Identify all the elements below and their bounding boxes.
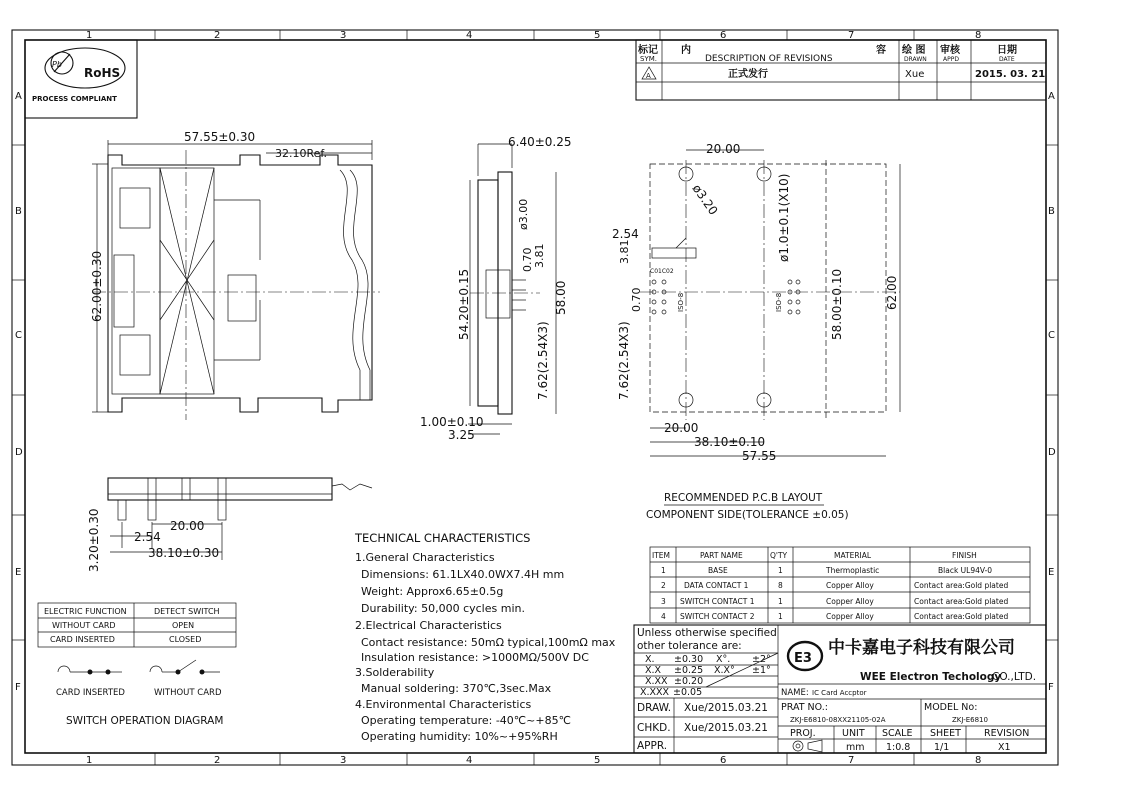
bom-r3-part: SWITCH CONTACT 1: [680, 597, 755, 606]
signoff-appr-label: APPR.: [637, 740, 668, 752]
tb-h-rev: REVISION: [984, 728, 1030, 739]
title-block: [634, 625, 1046, 753]
zone-left-a: A: [15, 91, 22, 102]
tb-h-scale: SCALE: [882, 728, 913, 739]
switch-r1-state: WITHOUT CARD: [52, 621, 116, 630]
pcb-iso-left: ISO-8: [677, 292, 685, 312]
zone-left-e: E: [15, 567, 22, 578]
pcb-iso-right: ISO-8: [775, 292, 783, 312]
rev-row-drawn: Xue: [905, 69, 925, 80]
zone-bottom-8: 8: [975, 755, 982, 766]
dim-pcb-d320: ø3.20: [689, 181, 721, 218]
switch-r2-value: CLOSED: [169, 635, 202, 644]
dim-bot-3810: 38.10±0.30: [148, 546, 220, 560]
tol-r1-v: ±0.30: [674, 654, 704, 665]
zone-left-b: B: [15, 206, 22, 217]
bom-h-part: PART NAME: [700, 551, 743, 560]
tech-line-8: 3.Solderability: [355, 666, 435, 679]
tb-part-value: ZKJ-E6810-08XX21105-02A: [790, 716, 886, 724]
dim-pcb-2000-top: 20.00: [706, 142, 741, 156]
tech-line-4: Durability: 50,000 cycles min.: [361, 602, 525, 615]
tol-r2-v: ±0.25: [674, 665, 704, 676]
rev-h-sym: SYM.: [640, 55, 657, 63]
tech-line-7: Insulation resistance: >1000MΩ/500V DC: [361, 651, 589, 664]
tech-line-10: 4.Environmental Characteristics: [355, 698, 532, 711]
zone-bottom-5: 5: [594, 755, 601, 766]
tb-part-label: PRAT NO.:: [781, 702, 828, 713]
zone-top-7: 7: [848, 30, 855, 41]
tol-r1-k: X.: [645, 654, 655, 665]
zone-right-c: C: [1048, 330, 1055, 341]
technical-characteristics: [354, 531, 616, 743]
bom-r2-item: 2: [661, 581, 666, 590]
bom-table: [650, 547, 1030, 623]
zone-left-c: C: [15, 330, 22, 341]
bom-r4-item: 4: [661, 612, 666, 621]
dim-side-d3: ø3.00: [517, 198, 530, 230]
tb-model-label: MODEL No:: [924, 702, 978, 713]
zone-right-d: D: [1048, 447, 1056, 458]
rohs-logo: [25, 40, 137, 118]
dim-bot-2000: 20.00: [170, 519, 205, 533]
switch-h-function: ELECTRIC FUNCTION: [44, 607, 127, 616]
tech-line-2: Dimensions: 61.1LX40.0WX7.4H mm: [361, 568, 565, 581]
rev-h-desc: DESCRIPTION OF REVISIONS: [705, 54, 833, 64]
tb-h-unit: UNIT: [842, 728, 865, 739]
tb-model-value: ZKJ-E6810: [952, 716, 988, 724]
switch-diagram-caption: SWITCH OPERATION DIAGRAM: [66, 715, 224, 727]
tb-h-sheet: SHEET: [930, 728, 961, 739]
switch-r2-state: CARD INSERTED: [50, 635, 115, 644]
rev-row-desc: 正式发行: [728, 69, 768, 80]
tol-r2-av: ±1°: [752, 665, 771, 676]
switch-label-without: WITHOUT CARD: [154, 688, 222, 698]
signoff-draw-label: DRAW.: [637, 702, 672, 714]
bom-h-item: ITEM: [652, 551, 671, 560]
dim-side-070: 0.70: [521, 247, 534, 272]
front-view: [87, 478, 372, 572]
zone-right-e: E: [1048, 567, 1055, 578]
bom-r4-part: SWITCH CONTACT 2: [680, 612, 755, 621]
dim-bot-320: 3.20±0.30: [87, 508, 101, 572]
company-logo-mark: E3: [794, 651, 812, 666]
tb-h-proj: PROJ.: [790, 728, 816, 739]
tol-r4-k: X.XXX: [640, 687, 670, 698]
signoff-chkd-value: Xue/2015.03.21: [684, 722, 768, 734]
zone-top-3: 3: [340, 30, 347, 41]
tol-r3-k: X.XX: [645, 676, 668, 687]
tol-r3-v: ±0.20: [674, 676, 704, 687]
tech-line-12: Operating humidity: 10%~+95%RH: [361, 730, 558, 743]
zone-bottom-4: 4: [466, 755, 473, 766]
bom-r2-finish: Contact area:Gold plated: [914, 581, 1009, 590]
zone-right-f: F: [1048, 682, 1054, 693]
dim-pcb-2000-bot: 20.00: [664, 421, 699, 435]
bom-r2-qty: 8: [778, 581, 783, 590]
bom-h-material: MATERIAL: [834, 551, 872, 560]
tol-line1: Unless otherwise specified: [637, 627, 777, 639]
bom-r1-item: 1: [661, 566, 666, 575]
dim-pcb-3810: 38.10±0.10: [694, 435, 766, 449]
company-logo: [788, 642, 822, 670]
tech-line-9: Manual soldering: 370℃,3sec.Max: [361, 682, 552, 695]
rev-h-drawn-cn: 绘 图: [902, 45, 926, 56]
dim-side-762: 7.62(2.54X3): [536, 321, 550, 400]
bom-r2-part: DATA CONTACT 1: [684, 581, 749, 590]
bom-r3-material: Copper Alloy: [826, 597, 874, 606]
revision-table: [636, 40, 1046, 100]
side-view: [420, 135, 572, 442]
rev-h-desc-cn1: 内: [681, 45, 691, 56]
dim-pcb-5800: 58.00±0.10: [830, 268, 844, 340]
rev-h-desc-cn2: 容: [876, 45, 886, 56]
zone-top-2: 2: [214, 30, 221, 41]
projection-symbol-icon: [793, 740, 822, 752]
logo-pb: Pb: [52, 60, 62, 69]
zone-top-1: 1: [86, 30, 93, 41]
dim-top-width: 57.55±0.30: [184, 130, 256, 144]
zone-bottom-2: 2: [214, 755, 221, 766]
bom-r4-material: Copper Alloy: [826, 612, 874, 621]
tech-line-6: Contact resistance: 50mΩ typical,100mΩ max: [361, 636, 616, 649]
bom-h-qty: Q'TY: [770, 551, 788, 560]
dim-side-5800: 58.00: [554, 280, 568, 315]
bom-r1-part: BASE: [708, 566, 728, 575]
company-en: WEE Electron Techology: [860, 671, 1002, 683]
bom-r3-qty: 1: [778, 597, 783, 606]
bom-r1-qty: 1: [778, 566, 783, 575]
tol-r4-v: ±0.05: [673, 687, 703, 698]
tb-revision: X1: [998, 742, 1011, 753]
switch-r1-value: OPEN: [172, 621, 195, 630]
rev-h-appd-cn: 审核: [940, 45, 960, 56]
switch-diagram: [56, 660, 223, 727]
dim-top-ref: 32.10Ref.: [275, 147, 327, 160]
rev-h-date-cn: 日期: [997, 45, 1017, 56]
rev-h-drawn: DRAWN: [904, 56, 927, 63]
pcb-title-line1: RECOMMENDED P.C.B LAYOUT: [664, 492, 823, 504]
tech-line-1: 1.General Characteristics: [355, 551, 495, 564]
tech-line-3: Weight: Approx6.65±0.5g: [361, 585, 504, 598]
tb-name-label: NAME:: [781, 688, 809, 698]
zone-top-8: 8: [975, 30, 982, 41]
rev-h-appd: APPD: [943, 56, 959, 63]
signoff-chkd-label: CHKD.: [637, 722, 671, 734]
bom-r1-material: Thermoplastic: [826, 566, 880, 575]
zone-right-b: B: [1048, 206, 1055, 217]
tol-line2: other tolerance are:: [637, 640, 742, 652]
tech-line-11: Operating temperature: -40℃~+85℃: [361, 714, 571, 727]
zone-bottom-1: 1: [86, 755, 93, 766]
dim-pcb-070: 0.70: [630, 287, 643, 312]
pcb-title-line2: COMPONENT SIDE(TOLERANCE ±0.05): [646, 509, 849, 521]
dim-side-thickness: 6.40±0.25: [508, 135, 572, 149]
company-cn: 中卡嘉电子科技有限公司: [828, 638, 1015, 658]
zone-right-a: A: [1048, 91, 1055, 102]
zone-left-d: D: [15, 447, 23, 458]
dim-left-height: 62.00±0.30: [90, 250, 104, 322]
bom-r4-finish: Contact area:Gold plated: [914, 612, 1009, 621]
dim-pcb-5755: 57.55: [742, 449, 777, 463]
tol-r1-ak: X°.: [716, 654, 731, 665]
rev-row-sym: A: [646, 72, 651, 80]
pcb-layout: [612, 142, 900, 463]
bom-r3-finish: Contact area:Gold plated: [914, 597, 1009, 606]
zone-left-f: F: [15, 682, 21, 693]
top-view: [90, 130, 380, 420]
zone-bottom-3: 3: [340, 755, 347, 766]
bom-r2-material: Copper Alloy: [826, 581, 874, 590]
dim-side-100: 1.00±0.10: [420, 415, 484, 429]
rev-row-date: 2015. 03. 21: [975, 69, 1046, 80]
bom-h-finish: FINISH: [952, 551, 977, 560]
pcb-c-label: C01C02: [650, 268, 674, 275]
switch-label-inserted: CARD INSERTED: [56, 688, 125, 698]
company-en-tail: CO.,LTD.: [992, 671, 1037, 683]
dim-pcb-381: 3.81: [618, 239, 631, 264]
dim-pcb-762: 7.62(2.54X3): [617, 321, 631, 400]
tb-scale: 1:0.8: [886, 742, 911, 753]
dim-side-325: 3.25: [448, 428, 475, 442]
dim-pcb-6200: 62.00: [885, 275, 899, 310]
tol-r2-ak: X.X°: [714, 665, 735, 676]
dim-side-5420: 54.20±0.15: [457, 268, 471, 340]
tol-r2-k: X.X: [645, 665, 662, 676]
zone-bottom-7: 7: [848, 755, 855, 766]
signoff-draw-value: Xue/2015.03.21: [684, 702, 768, 714]
tb-name-value: IC Card Accptor: [812, 689, 867, 697]
tech-line-5: 2.Electrical Characteristics: [355, 619, 502, 632]
tb-sheet: 1/1: [934, 742, 950, 753]
tb-unit: mm: [846, 742, 865, 753]
bom-r4-qty: 1: [778, 612, 783, 621]
bom-r3-item: 3: [661, 597, 666, 606]
dim-side-381: 3.81: [533, 243, 546, 268]
zone-bottom-6: 6: [720, 755, 727, 766]
dim-pcb-d100: ø1.0±0.1(X10): [777, 173, 791, 262]
dim-bot-254: 2.54: [134, 530, 161, 544]
tech-title: TECHNICAL CHARACTERISTICS: [355, 531, 531, 545]
zone-top-4: 4: [466, 30, 473, 41]
zone-top-6: 6: [720, 30, 727, 41]
zone-top-5: 5: [594, 30, 601, 41]
tol-r1-av: ±2°: [752, 654, 771, 665]
bom-r1-finish: Black UL94V-0: [938, 566, 993, 575]
switch-table: [38, 603, 236, 647]
logo-caption: PROCESS COMPLIANT: [32, 95, 117, 103]
logo-rohs: RoHS: [84, 66, 121, 80]
dim-pcb-254: 2.54: [612, 227, 639, 241]
switch-h-detect: DETECT SWITCH: [154, 607, 220, 616]
rev-h-sym-cn: 标记: [638, 45, 658, 56]
rev-h-date: DATE: [999, 56, 1015, 63]
